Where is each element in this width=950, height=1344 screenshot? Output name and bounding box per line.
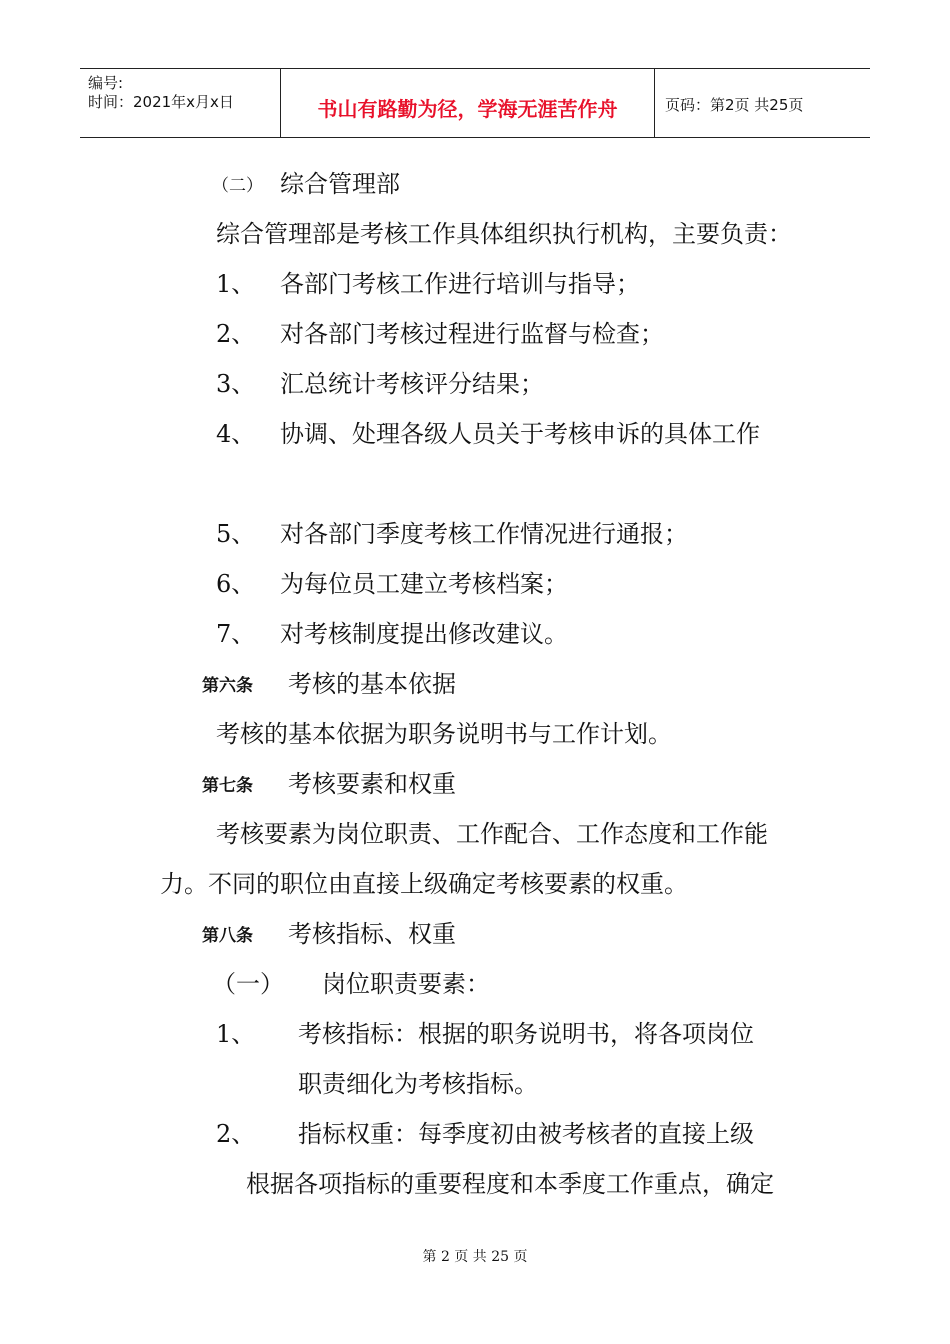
duty-number: 1、 bbox=[216, 270, 256, 298]
duty-number: 5、 bbox=[216, 520, 256, 548]
page-footer: 第 2 页 共 25 页 bbox=[422, 1249, 528, 1265]
duty-number: 2、 bbox=[216, 320, 256, 348]
page-header bbox=[80, 68, 870, 138]
article-6-title: 考核的基本依据 bbox=[288, 670, 456, 698]
section-2-intro: 综合管理部是考核工作具体组织执行机构，主要负责： bbox=[216, 220, 792, 248]
article-7-label: 第七条 bbox=[202, 776, 253, 796]
duty-number: 3、 bbox=[216, 370, 256, 398]
header-meta-cell bbox=[80, 69, 280, 137]
item-1-text: 考核指标：根据的职务说明书，将各项岗位 bbox=[298, 1020, 754, 1048]
duty-text: 对各部门季度考核工作情况进行通报； bbox=[280, 520, 688, 548]
header-motto-cell bbox=[280, 69, 655, 137]
document-number-label: 编号: bbox=[88, 74, 124, 92]
article-8-label: 第八条 bbox=[202, 926, 253, 946]
header-page-number: 页码：第2页 共25页 bbox=[665, 96, 804, 114]
article-7-title: 考核要素和权重 bbox=[288, 770, 456, 798]
duty-number: 4、 bbox=[216, 420, 256, 448]
section-2-number: （二） bbox=[212, 176, 263, 196]
header-page-cell bbox=[655, 69, 870, 137]
section-2-title: 综合管理部 bbox=[280, 170, 400, 198]
item-2-text: 指标权重：每季度初由被考核者的直接上级 bbox=[298, 1120, 754, 1148]
item-2-text: 根据各项指标的重要程度和本季度工作重点，确定 bbox=[246, 1170, 774, 1198]
item-1-number: 1、 bbox=[216, 1020, 256, 1048]
item-1-text: 职责细化为考核指标。 bbox=[298, 1070, 538, 1098]
article-7-text: 力。不同的职位由直接上级确定考核要素的权重。 bbox=[160, 870, 688, 898]
duty-text: 为每位员工建立考核档案； bbox=[280, 570, 568, 598]
duty-number: 6、 bbox=[216, 570, 256, 598]
item-2-number: 2、 bbox=[216, 1120, 256, 1148]
duty-text: 汇总统计考核评分结果； bbox=[280, 370, 544, 398]
duty-text: 对各部门考核过程进行监督与检查； bbox=[280, 320, 664, 348]
document-time-label: 时间：2021年x月x日 bbox=[88, 93, 234, 111]
duty-number: 7、 bbox=[216, 620, 256, 648]
duty-text: 对考核制度提出修改建议。 bbox=[280, 620, 568, 648]
duty-text: 协调、处理各级人员关于考核申诉的具体工作 bbox=[280, 420, 760, 448]
header-motto: 书山有路勤为径，学海无涯苦作舟 bbox=[317, 97, 618, 121]
article-8-title: 考核指标、权重 bbox=[288, 920, 456, 948]
article-7-text: 考核要素为岗位职责、工作配合、工作态度和工作能 bbox=[216, 820, 768, 848]
article-6-text: 考核的基本依据为职务说明书与工作计划。 bbox=[216, 720, 672, 748]
duty-text: 各部门考核工作进行培训与指导； bbox=[280, 270, 640, 298]
subsection-1-title: 岗位职责要素： bbox=[322, 970, 490, 998]
subsection-1-number: （一） bbox=[212, 970, 284, 998]
article-6-label: 第六条 bbox=[202, 676, 253, 696]
